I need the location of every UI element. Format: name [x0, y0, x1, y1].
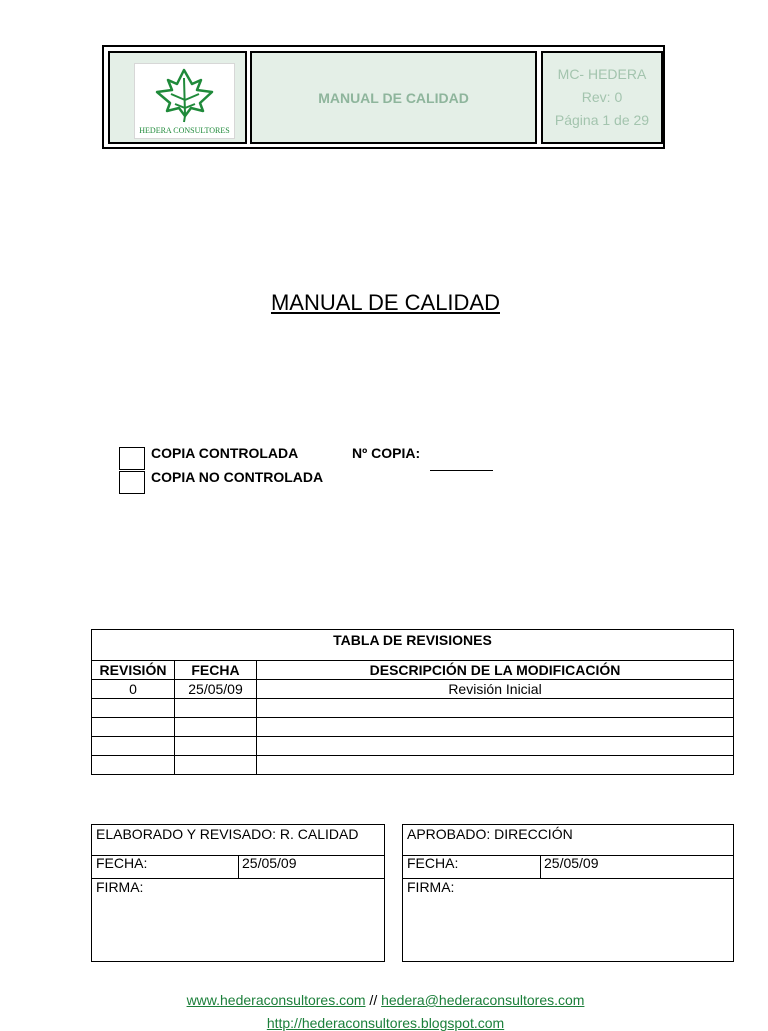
revision-number: Rev: 0: [581, 89, 623, 105]
page-number: Página 1 de 29: [554, 112, 650, 128]
date-cell: [175, 699, 257, 718]
document-code: MC- HEDERA: [557, 66, 647, 82]
company-logo: [134, 63, 235, 139]
table-header-row: [92, 661, 734, 680]
header-meta: [541, 51, 663, 144]
approved-by-box: [402, 824, 734, 962]
date-cell: [175, 756, 257, 775]
footer-blog: [0, 1015, 768, 1031]
prepared-date-row: [92, 856, 384, 879]
date-label: FECHA:: [96, 855, 148, 871]
revision-cell: [92, 737, 175, 756]
table-row: [92, 699, 734, 718]
revisions-table-caption: TABLA DE REVISIONES: [92, 630, 734, 661]
header-title: MANUAL DE CALIDAD: [250, 51, 537, 144]
date-cell: [175, 718, 257, 737]
column-header-description: DESCRIPCIÓN DE LA MODIFICACIÓN: [257, 661, 734, 680]
date-cell: 25/05/09: [175, 680, 257, 699]
column-header-revision: REVISIÓN: [92, 661, 175, 680]
logo-text: HEDERA CONSULTORES: [139, 126, 230, 135]
footer-contact: [0, 992, 768, 1008]
document-header: [102, 45, 665, 149]
cell-divider: [540, 856, 541, 878]
table-row: [92, 718, 734, 737]
signature-label: FIRMA:: [96, 879, 144, 895]
date-cell: [175, 737, 257, 756]
uncontrolled-copy-label: COPIA NO CONTROLADA: [151, 469, 324, 485]
controlled-copy-checkbox[interactable]: [119, 447, 145, 470]
revision-cell: [92, 699, 175, 718]
revisions-table: [91, 629, 734, 775]
description-cell: [257, 756, 734, 775]
description-cell: [257, 737, 734, 756]
page-title: MANUAL DE CALIDAD: [270, 290, 500, 315]
blog-link[interactable]: http://hederaconsultores.blogspot.com: [266, 1015, 505, 1031]
date-value: 25/05/09: [242, 855, 297, 871]
prepared-by-box: [91, 824, 385, 962]
date-label: FECHA:: [407, 855, 459, 871]
description-cell: Revisión Inicial: [257, 680, 734, 699]
footer-separator: //: [365, 992, 382, 1008]
ivy-leaf-icon: [135, 64, 234, 124]
column-header-date: FECHA: [175, 661, 257, 680]
revision-cell: 0: [92, 680, 175, 699]
signature-label: FIRMA:: [407, 879, 455, 895]
copy-number-label: Nº COPIA:: [352, 445, 421, 461]
description-cell: [257, 718, 734, 737]
approved-by-title: APROBADO: DIRECCIÓN: [403, 825, 733, 856]
revision-cell: [92, 756, 175, 775]
cell-divider: [238, 856, 239, 878]
date-value: 25/05/09: [544, 855, 599, 871]
email-link[interactable]: hedera@hederaconsultores.com: [381, 992, 585, 1008]
header-logo-cell: [108, 51, 247, 144]
revision-cell: [92, 718, 175, 737]
table-row: [92, 737, 734, 756]
uncontrolled-copy-checkbox[interactable]: [119, 471, 145, 494]
description-cell: [257, 699, 734, 718]
approved-date-row: [403, 856, 733, 879]
controlled-copy-label: COPIA CONTROLADA: [151, 445, 299, 461]
table-row: [92, 756, 734, 775]
website-link[interactable]: www.hederaconsultores.com: [186, 992, 366, 1008]
prepared-by-title: ELABORADO Y REVISADO: R. CALIDAD: [92, 825, 384, 856]
copy-number-field[interactable]: [430, 470, 493, 471]
table-row: [92, 680, 734, 699]
